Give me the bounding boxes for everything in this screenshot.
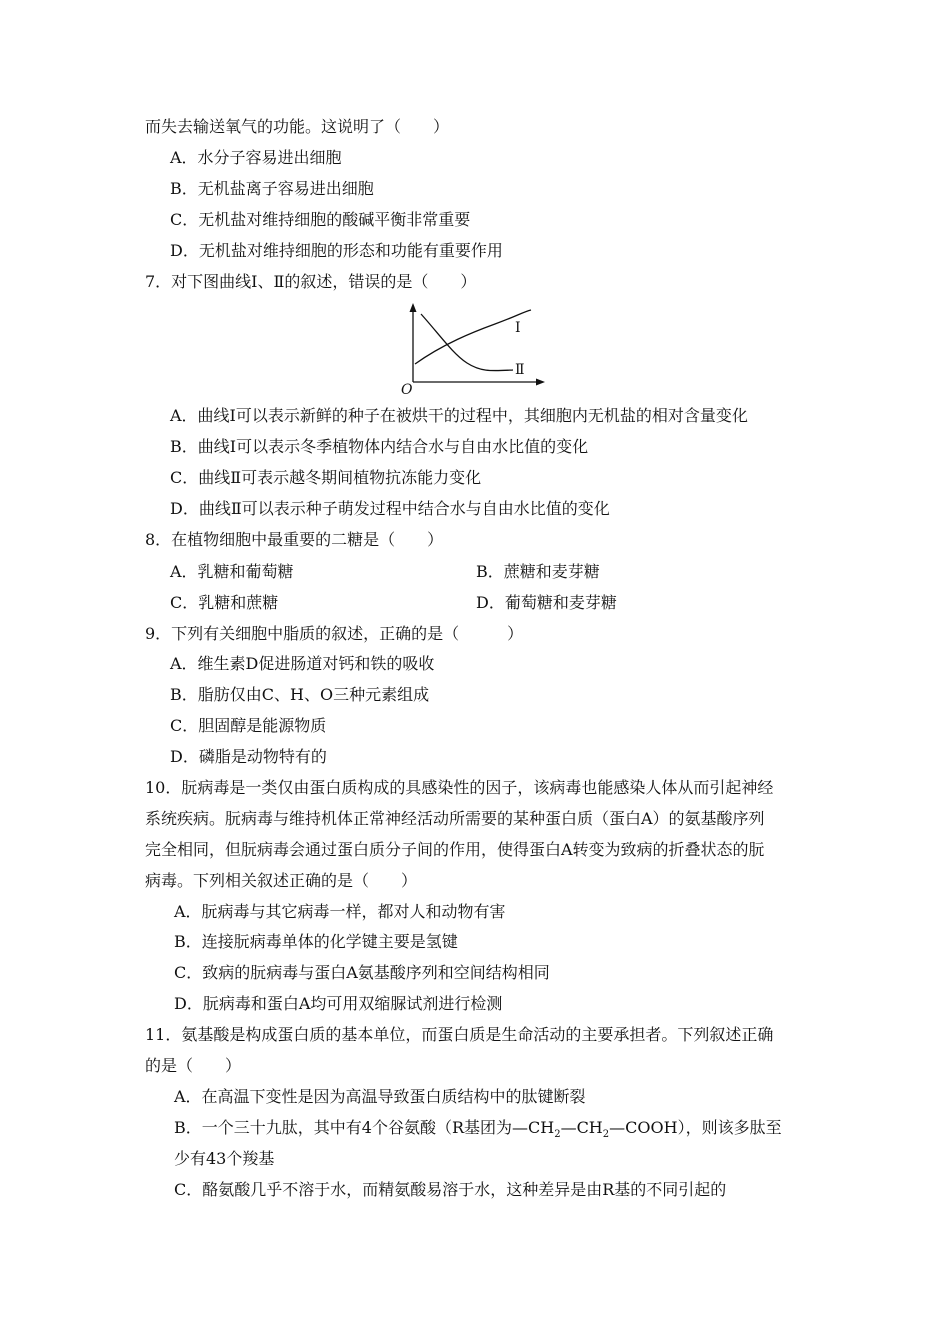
q11-option-c: C．酪氨酸几乎不溶于水，而精氨酸易溶于水，这种差异是由R基的不同引起的 [174, 1180, 727, 1199]
q10-option-d: D．朊病毒和蛋白A均可用双缩脲试剂进行检测 [174, 994, 503, 1013]
x-axis-arrow [536, 379, 545, 386]
q8-option-d: D．葡萄糖和麦芽糖 [476, 593, 617, 612]
q10-stem-line-1: 10．朊病毒是一类仅由蛋白质构成的具感染性的因子，该病毒也能感染人体从而引起神经 [145, 778, 774, 797]
q7-curve-figure [395, 300, 555, 398]
q10-option-b: B．连接朊病毒单体的化学键主要是氢键 [174, 932, 458, 951]
q6-option-b: B．无机盐离子容易进出细胞 [170, 179, 374, 198]
q6-tail: 而失去输送氧气的功能。这说明了（ ） [145, 117, 450, 136]
q9-option-d: D．磷脂是动物特有的 [170, 747, 327, 766]
q11-option-b-text: —CH [560, 1118, 603, 1137]
curve-II-label: Ⅱ [515, 362, 525, 378]
q11-option-b-text: —COOH），则该多肽至 [609, 1118, 782, 1137]
curve-I-label: Ⅰ [515, 320, 521, 336]
q7-option-c: C．曲线Ⅱ可表示越冬期间植物抗冻能力变化 [170, 468, 482, 487]
q8-option-c: C．乳糖和蔗糖 [170, 593, 279, 612]
y-axis-arrow [410, 303, 417, 312]
q6-option-a: A．水分子容易进出细胞 [170, 148, 342, 167]
q10-option-a: A．朊病毒与其它病毒一样，都对人和动物有害 [174, 902, 506, 921]
q6-option-c: C．无机盐对维持细胞的酸碱平衡非常重要 [170, 210, 471, 229]
q9-option-a: A．维生素D促进肠道对钙和铁的吸收 [170, 654, 435, 673]
q11-option-b-continuation: 少有43个羧基 [174, 1149, 275, 1168]
curve-I [415, 310, 531, 364]
q11-option-b [174, 1118, 782, 1145]
q10-stem-line-2: 系统疾病。朊病毒与维持机体正常神经活动所需要的某种蛋白质（蛋白A）的氨基酸序列 [145, 809, 765, 828]
q11-stem-line-1: 11．氨基酸是构成蛋白质的基本单位，而蛋白质是生命活动的主要承担者。下列叙述正确 [145, 1025, 774, 1044]
q10-stem-line-3: 完全相同，但朊病毒会通过蛋白质分子间的作用，使得蛋白A转变为致病的折叠状态的朊 [145, 840, 765, 859]
origin-label: O [401, 382, 413, 398]
q11-option-a: A．在高温下变性是因为高温导致蛋白质结构中的肽键断裂 [174, 1087, 586, 1106]
q10-stem-line-4: 病毒。下列相关叙述正确的是（ ） [145, 871, 418, 890]
q9-option-b: B．脂肪仅由C、H、O三种元素组成 [170, 685, 430, 704]
q6-option-d: D．无机盐对维持细胞的形态和功能有重要作用 [170, 241, 503, 260]
q7-stem: 7．对下图曲线Ⅰ、Ⅱ的叙述，错误的是（ ） [145, 272, 477, 291]
q7-option-b: B．曲线Ⅰ可以表示冬季植物体内结合水与自由水比值的变化 [170, 437, 589, 456]
q9-stem: 9．下列有关细胞中脂质的叙述，正确的是（ ） [145, 624, 524, 643]
q7-option-d: D．曲线Ⅱ可以表示种子萌发过程中结合水与自由水比值的变化 [170, 499, 610, 518]
q8-option-b: B．蔗糖和麦芽糖 [476, 562, 600, 581]
subscript: 2 [602, 1129, 610, 1141]
q8-stem: 8．在植物细胞中最重要的二糖是（ ） [145, 530, 444, 549]
q11-option-b-text: B．一个三十九肽，其中有4个谷氨酸（R基团为—CH [174, 1118, 555, 1137]
q11-stem-line-2: 的是（ ） [145, 1056, 242, 1075]
q10-option-c: C．致病的朊病毒与蛋白A氨基酸序列和空间结构相同 [174, 963, 550, 982]
q8-option-a: A．乳糖和葡萄糖 [170, 562, 294, 581]
q9-option-c: C．胆固醇是能源物质 [170, 716, 327, 735]
q7-option-a: A．曲线Ⅰ可以表示新鲜的种子在被烘干的过程中，其细胞内无机盐的相对含量变化 [170, 406, 748, 425]
subscript: 2 [554, 1129, 561, 1141]
